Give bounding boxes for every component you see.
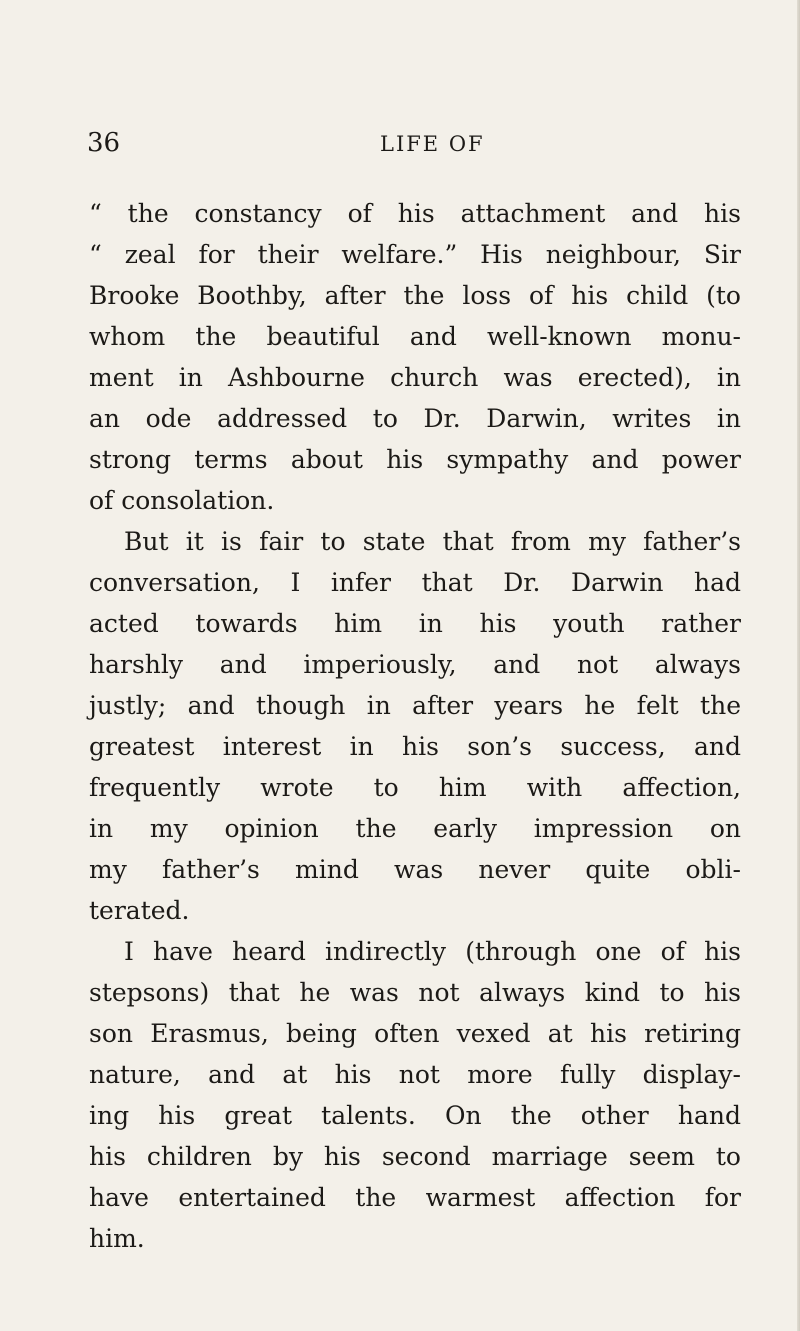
text-line: son Erasmus, being often vexed at his retiring xyxy=(89,1019,741,1048)
text-line: ing his great talents. On the other hand xyxy=(89,1101,741,1130)
text-line: greatest interest in his son’s success, and xyxy=(89,732,741,761)
text-line: have entertained the warmest affection for xyxy=(89,1183,741,1212)
running-head: LIFE OF xyxy=(380,132,485,156)
page-number: 36 xyxy=(87,128,121,158)
text-line: frequently wrote to him with affection, xyxy=(89,773,741,802)
text-line: his children by his second marriage seem to xyxy=(89,1142,741,1171)
text-line: I have heard indirectly (through one of his xyxy=(124,937,741,966)
text-line: ment in Ashbourne church was erected), in xyxy=(89,363,741,392)
text-line: Brooke Boothby, after the loss of his child (to xyxy=(89,281,741,310)
text-line: harshly and imperiously, and not always xyxy=(89,650,741,679)
text-line: “ zeal for their welfare.” His neighbour, Sir xyxy=(89,240,741,269)
text-line: in my opinion the early impression on xyxy=(89,814,741,843)
text-line: an ode addressed to Dr. Darwin, writes in xyxy=(89,404,741,433)
text-line: But it is fair to state that from my father’s xyxy=(124,527,741,556)
page-header xyxy=(0,128,800,168)
text-line: him. xyxy=(89,1224,145,1253)
text-line: nature, and at his not more fully display- xyxy=(89,1060,741,1089)
text-line: of consolation. xyxy=(89,486,275,515)
text-line: conversation, I infer that Dr. Darwin had xyxy=(89,568,741,597)
text-line: justly; and though in after years he felt the xyxy=(89,691,741,720)
text-line: my father’s mind was never quite obli- xyxy=(89,855,741,884)
text-line: acted towards him in his youth rather xyxy=(89,609,741,638)
text-line: strong terms about his sympathy and power xyxy=(89,445,741,474)
text-line: stepsons) that he was not always kind to his xyxy=(89,978,741,1007)
text-line: terated. xyxy=(89,896,190,925)
text-line: “ the constancy of his attachment and his xyxy=(89,199,741,228)
text-line: whom the beautiful and well-known monu- xyxy=(89,322,741,351)
